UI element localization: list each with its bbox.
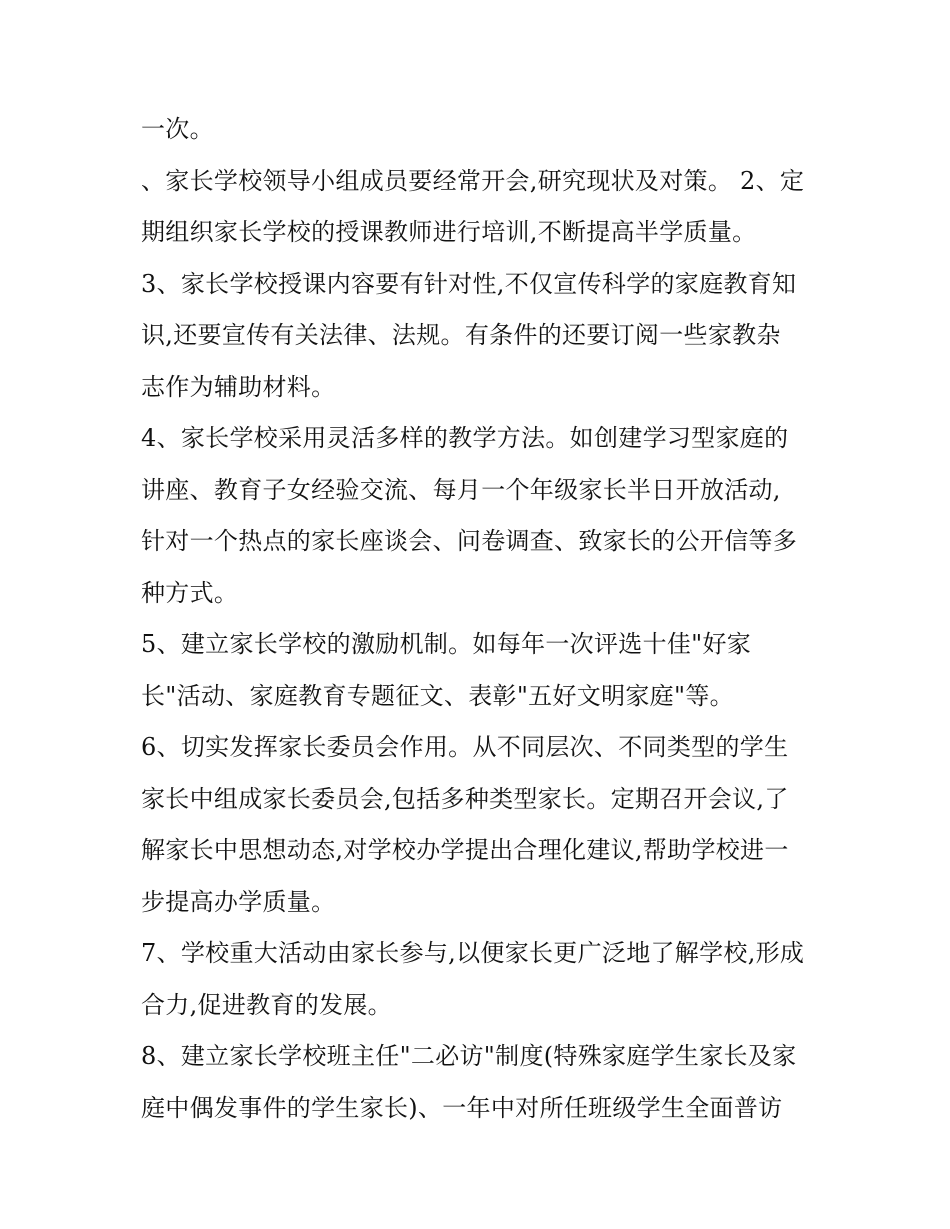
text-line: 7、学校重大活动由家长参与,以便家长更广泛地了解学校,形成	[141, 939, 805, 967]
text-line: 期组织家长学校的授课教师进行培训,不断提高半学质量。	[141, 218, 757, 246]
text-line: 志作为辅助材料。	[141, 372, 336, 401]
text-line: 种方式。	[141, 578, 239, 607]
text-line: 识,还要宣传有关法律、法规。有条件的还要订阅一些家教杂	[141, 321, 781, 349]
text-line: 讲座、教育子女经验交流、每月一个年级家长半日开放活动,	[141, 475, 781, 504]
text-line: 庭中偶发事件的学生家长)、一年中对所任班级学生全面普访	[141, 1093, 783, 1122]
text-line: 一次。	[141, 115, 214, 143]
text-line: 、家长学校领导小组成员要经常开会,研究现状及对策。 2、定	[141, 166, 805, 195]
document-body	[141, 104, 821, 1134]
text-line: 长"活动、家庭教育专题征文、表彰"五好文明家庭"等。	[141, 681, 734, 710]
text-line: 合力,促进教育的发展。	[141, 990, 392, 1019]
text-line: 解家长中思想动态,对学校办学提出合理化建议,帮助学校进一	[141, 836, 789, 864]
text-line: 步提高办学质量。	[141, 887, 336, 916]
text-line: 3、家长学校授课内容要有针对性,不仅宣传科学的家庭教育知	[141, 269, 797, 298]
text-line: 家长中组成家长委员会,包括多种类型家长。定期召开会议,了	[141, 784, 789, 813]
text-line: 4、家长学校采用灵活多样的教学方法。如创建学习型家庭的	[141, 424, 789, 452]
text-line: 针对一个热点的家长座谈会、问卷调查、致家长的公开信等多	[141, 527, 798, 555]
text-line: 6、切实发挥家长委员会作用。从不同层次、不同类型的学生	[141, 733, 789, 761]
text-line: 5、建立家长学校的激励机制。如每年一次评选十佳"好家	[141, 630, 752, 658]
text-line: 8、建立家长学校班主任"二必访"制度(特殊家庭学生家长及家	[141, 1042, 797, 1070]
